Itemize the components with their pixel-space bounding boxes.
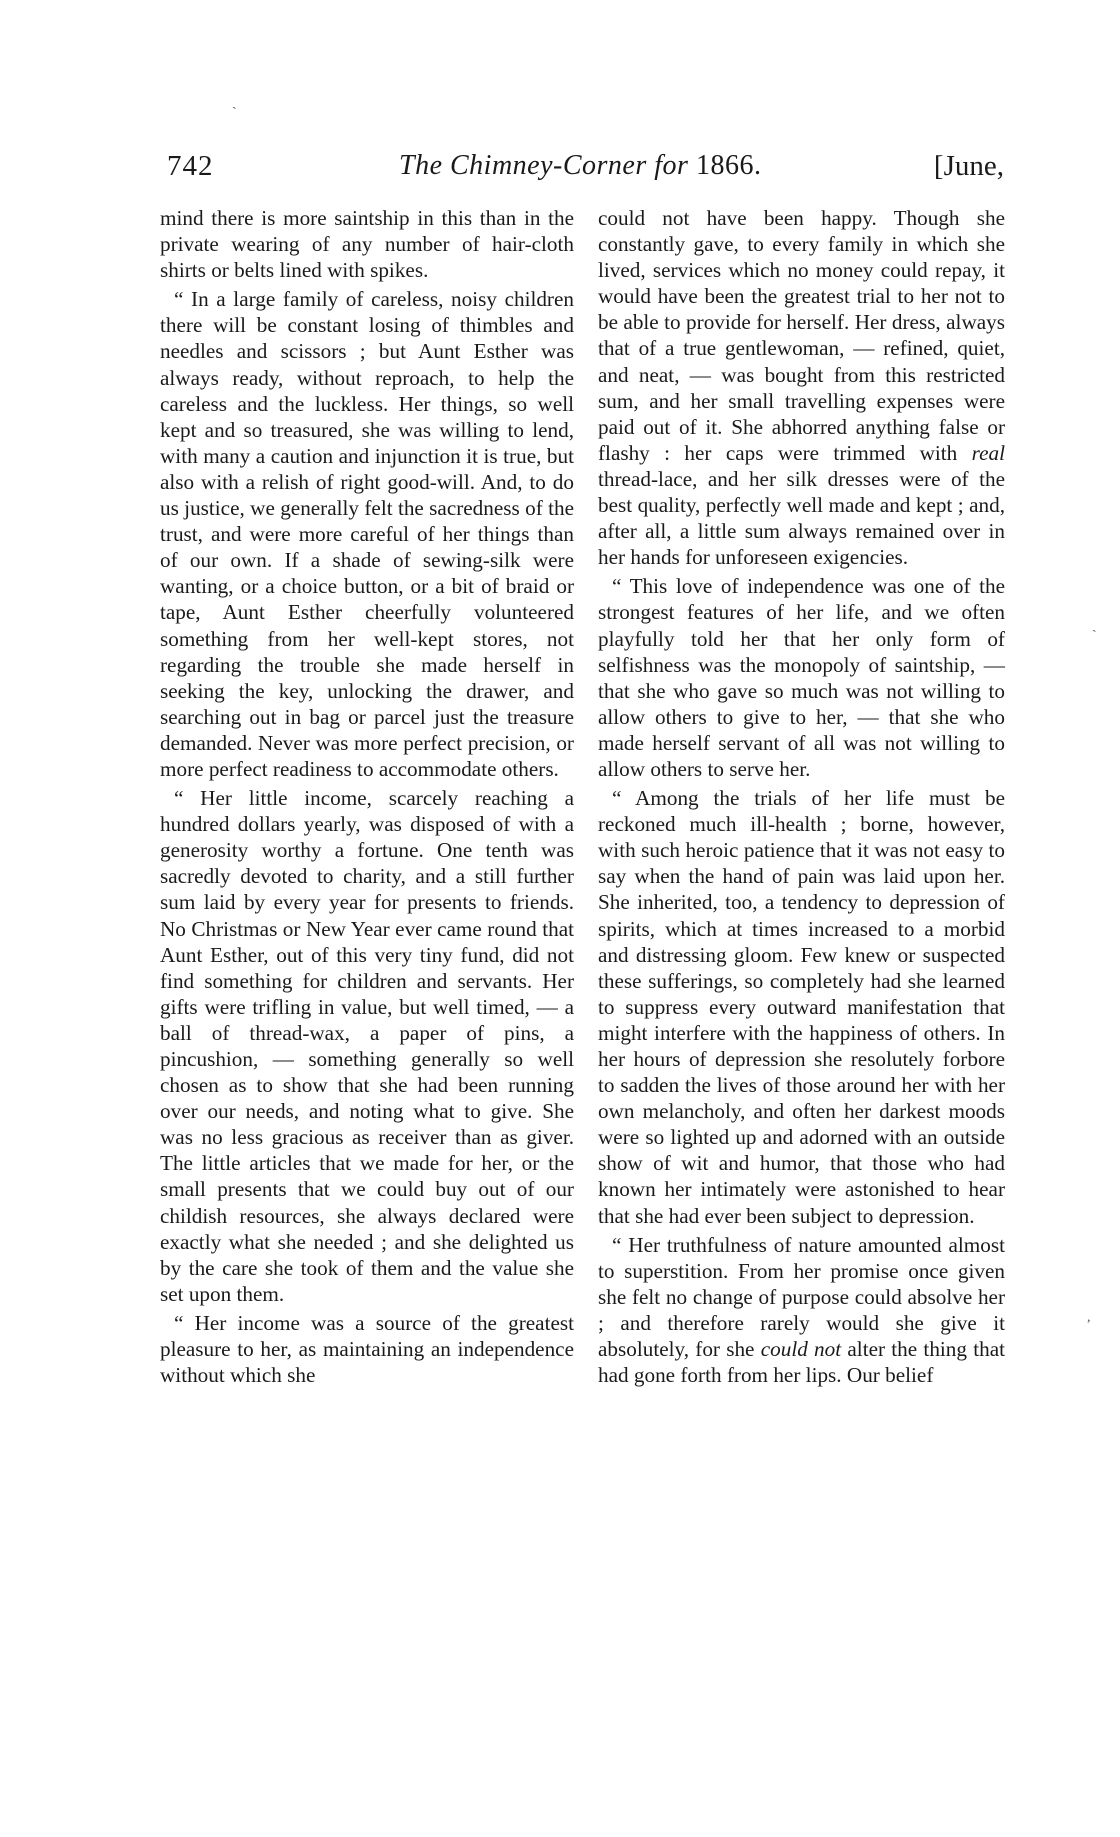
paragraph: “ This love of independence was one of the strongest features of her life, and we often playfully told her that her only form of selfishness was the monopoly of saintship, — that she who gave so much was not willing to allow others to give to her, — that she who made herself servant of all was not willing to allow others to serve her. — [598, 574, 1005, 781]
paragraph: mind there is more saintship in this than in the private wearing of any number of hair-cloth shirts or belts lined with spikes. — [160, 206, 574, 283]
text-run: could not have been happy. Though she constantly gave, to every family in which she lived, services which no money could repay, it would have been the greatest trial to her not to be able to provide for herself. Her dress, always that of a true gentlewoman, — refined, quiet, and neat, — was bought from this restricted sum, and her small travelling expenses were paid out of it. She abhorred anything false or flashy : her caps were trimmed with — [598, 206, 1005, 465]
right-column — [598, 205, 1005, 1388]
text-run: thread-lace, and her silk dresses were of the best quality, perfectly well made and kept ; and, after all, a little sum always remained over in her hands for unforeseen exigencies. — [598, 466, 1005, 570]
left-column — [160, 205, 574, 1388]
header-month: [June, — [933, 150, 1004, 182]
paragraph: “ Her income was a source of the greatest pleasure to her, as maintaining an independence without which she — [160, 1310, 574, 1388]
paragraph: “ In a large family of careless, noisy children there will be constant losing of thimbles and needles and scissors ; but Aunt Esther was always ready, without reproach, to help the careless and the luckless. Her things, so well kept and so treasured, she was willing to lend, with many a caution and injunction it is true, but also with a relish of right good-will. And, to do us justice, we generally felt the sacredness of the trust, and were more careful of her things than of our own. If a shade of sewing-silk were wanting, or a choice button, or a bit of braid or tape, Aunt Esther cheerfully volunteered something from her well-kept stores, not regarding the trouble she made herself in seeking the key, unlocking the drawer, and searching out in bag or parcel just the treasure demanded. Never was more perfect precision, or more perfect readiness to accommodate others. — [160, 287, 574, 781]
stray-mark: ˎ — [232, 95, 237, 110]
paragraph — [598, 205, 1005, 570]
paragraph: “ Her little income, scarcely reaching a hundred dollars yearly, was disposed of with a generosity worthy a fortune. One tenth was sacredly devoted to charity, and a still further sum laid by every year for presents to friends. No Christmas or New Year ever came round that Aunt Esther, out of this very tiny fund, did not find something for children and servants. Her gifts were trifling in value, but well timed, — a ball of thread-wax, a paper of pins, a pincushion, — something generally so well chosen as to show that she had been running over our needs, and noting what to give. She was no less gracious as receiver than as giver. The little articles that we made for her, or the small presents that we could buy out of our childish resources, she always declared were exactly what she needed ; and she delighted us by the care she took of them and the value she set upon them. — [160, 786, 574, 1306]
paragraph: “ Among the trials of her life must be reckoned much ill-health ; borne, however, with such heroic patience that it was not easy to say when the hand of pain was laid upon her. She inherited, too, a tendency to depression of spirits, which at times increased to a morbid and distressing gloom. Few knew or suspected these sufferings, so completely had she learned to suppress every outward manifestation that might interfere with the happiness of others. In her hours of depression she resolutely forbore to sadden the lives of those around her with her own melancholy, and often her darkest moods were so lighted up and adorned with an outside show of wit and humor, that those who had known her intimately were astonished to hear that she had ever been subject to depression. — [598, 786, 1005, 1228]
page-header — [167, 150, 1004, 196]
text-run: “ Her truthfulness of nature amounted almost to superstition. From her promise once given she felt no change of purpose could absolve her ; and therefore rarely would she give it absolutely, for she — [598, 1232, 1005, 1362]
italic-word: real — [971, 440, 1005, 465]
stray-mark: ˎ — [1092, 618, 1097, 633]
text-run: alter the thing that had gone forth from her lips. Our belief — [598, 1337, 1006, 1388]
paragraph — [598, 1232, 1005, 1389]
page-number: 742 — [167, 150, 214, 182]
stray-mark: , — [1087, 1310, 1091, 1325]
running-title — [399, 150, 761, 182]
running-title-text: The Chimney-Corner for — [399, 150, 689, 181]
running-title-year: 1866. — [695, 150, 762, 181]
italic-phrase: could not — [760, 1337, 842, 1362]
